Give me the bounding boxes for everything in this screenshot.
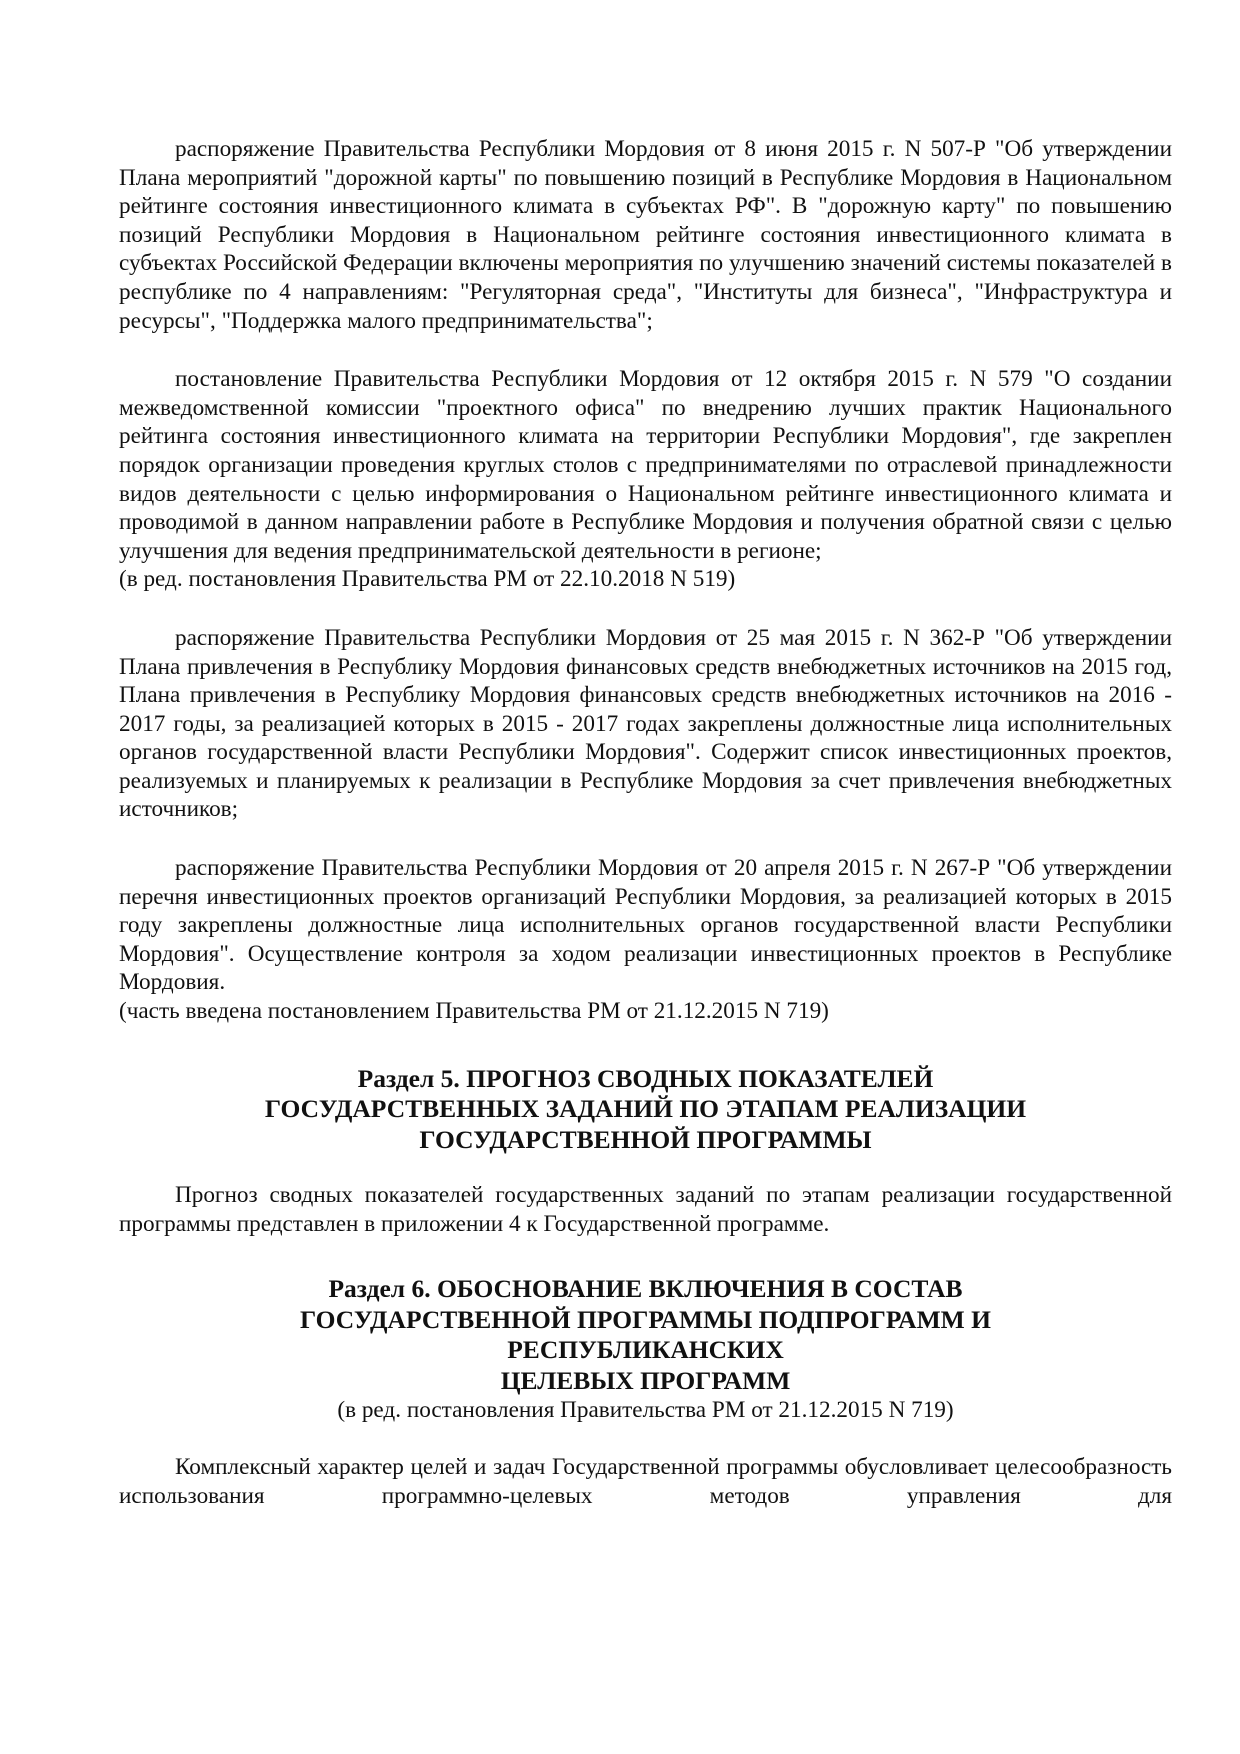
section-5-title-line: ГОСУДАРСТВЕННОЙ ПРОГРАММЫ — [419, 1124, 872, 1154]
section-5-title-line: ГОСУДАРСТВЕННЫХ ЗАДАНИЙ ПО ЭТАПАМ РЕАЛИЗАЦИИ — [264, 1094, 1027, 1124]
paragraph-resolution-579: постановление Правительства Республики Мордовия от 12 октября 2015 г. N 579 "О создании межведомственной комиссии "проектного офиса" по внедрению лучших практик Национального рейтинга состояния инвестиционного климата на территории Республики Мордовия", где закреплен порядок организации проведения круглых столов с предпринимателями по отраслевой принадлежности видов деятельности с целью информирования о Национальном рейтинге инвестиционного климата и проводимой в данном направлении работе в Республике Мордовия и получения обратной связи с целью улучшения для ведения предпринимательской деятельности в регионе; — [119, 366, 1172, 564]
section-5-title-line: Раздел 5. ПРОГНОЗ СВОДНЫХ ПОКАЗАТЕЛЕЙ — [357, 1063, 934, 1093]
section-6-title-line: ГОСУДАРСТВЕННОЙ ПРОГРАММЫ ПОДПРОГРАММ И — [300, 1304, 991, 1334]
paragraph-order-507: распоряжение Правительства Республики Мордовия от 8 июня 2015 г. N 507-Р "Об утверждении Плана мероприятий "дорожной карты" по повышению позиций в Республике Мордовия в Национальном рейтинге состояния инвестиционного климата в субъектах РФ". В "дорожную карту" по повышению позиций Республики Мордовия в Национальном рейтинге состояния инвестиционного климата в субъектах Российской Федерации включены мероприятия по улучшению значений системы показателей в республике по 4 направлениям: "Регуляторная среда", "Институты для бизнеса", "Инфраструктура и ресурсы", "Поддержка малого предпринимательства"; — [119, 136, 1172, 334]
section-6-amendment-note: (в ред. постановления Правительства РМ от 21.12.2015 N 719) — [337, 1397, 954, 1424]
amendment-note-519: (в ред. постановления Правительства РМ от 22.10.2018 N 519) — [119, 566, 736, 593]
section-5-heading — [119, 1064, 1172, 1156]
section-6-title-line: РЕСПУБЛИКАНСКИХ — [507, 1335, 784, 1365]
section-6-title-line: Раздел 6. ОБОСНОВАНИЕ ВКЛЮЧЕНИЯ В СОСТАВ — [328, 1274, 963, 1304]
document-page — [119, 135, 1172, 1510]
section-5-body: Прогноз сводных показателей государственных заданий по этапам реализации государственной программы представлен в приложении 4 к Государственной программе. — [119, 1182, 1172, 1237]
section-6-heading — [119, 1274, 1172, 1396]
amendment-note-719: (часть введена постановлением Правительства РМ от 21.12.2015 N 719) — [119, 998, 829, 1025]
paragraph-order-267: распоряжение Правительства Республики Мордовия от 20 апреля 2015 г. N 267-Р "Об утверждении перечня инвестиционных проектов организаций Республики Мордовия, за реализацией которых в 2015 году закреплены должностные лица исполнительных органов государственной власти Республики Мордовия". Осуществление контроля за ходом реализации инвестиционных проектов в Республике Мордовия. — [119, 855, 1172, 996]
section-6-body: Комплексный характер целей и задач Государственной программы обусловливает целесообразность использования программно-целевых методов управления для — [119, 1453, 1172, 1509]
paragraph-order-362: распоряжение Правительства Республики Мордовия от 25 мая 2015 г. N 362-Р "Об утверждении Плана привлечения в Республику Мордовия финансовых средств внебюджетных источников на 2015 год, Плана привлечения в Республику Мордовия финансовых средств внебюджетных источников на 2016 - 2017 годы, за реализацией которых в 2015 - 2017 годах закреплены должностные лица исполнительных органов государственной власти Республики Мордовия". Содержит список инвестиционных проектов, реализуемых и планируемых к реализации в Республике Мордовия за счет привлечения внебюджетных источников; — [119, 624, 1172, 823]
section-6-title-line: ЦЕЛЕВЫХ ПРОГРАММ — [500, 1365, 791, 1395]
